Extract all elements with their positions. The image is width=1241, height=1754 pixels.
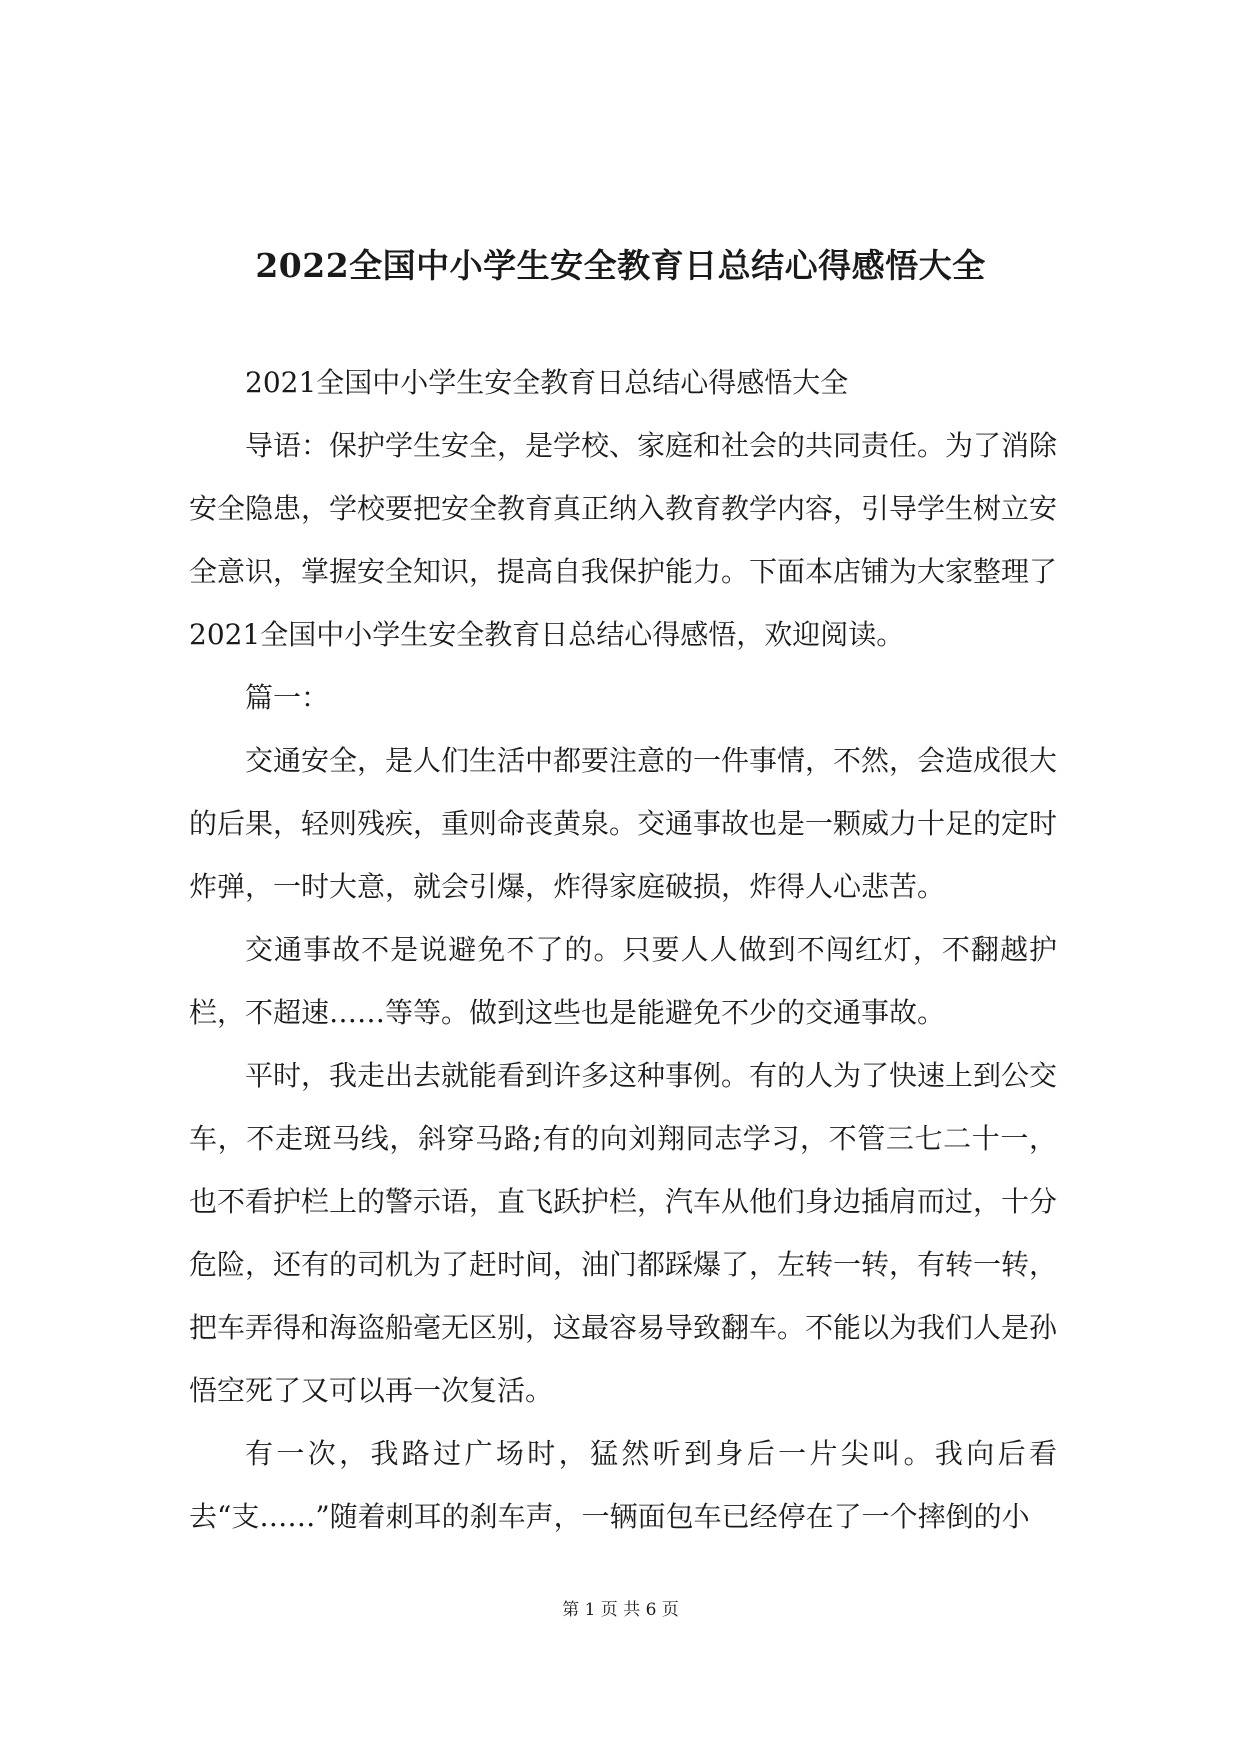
document-body [189, 351, 1057, 1548]
paragraph: 平时，我走出去就能看到许多这种事例。有的人为了快速上到公交车，不走斑马线，斜穿马路;有的向刘翔同志学习，不管三七二十一，也不看护栏上的警示语，直飞跃护栏，汽车从他们身边插肩而过，十分危险，还有的司机为了赶时间，油门都踩爆了，左转一转，有转一转，把车弄得和海盗船毫无区别，这最容易导致翻车。不能以为我们人是孙悟空死了又可以再一次复活。 [189, 1059, 1058, 1407]
paragraph-section-heading: 篇一： [245, 681, 330, 714]
paragraph-subtitle: 2021全国中小学生安全教育日总结心得感悟大全 [245, 366, 849, 399]
paragraph: 交通安全，是人们生活中都要注意的一件事情，不然，会造成很大的后果，轻则残疾，重则命丧黄泉。交通事故也是一颗威力十足的定时炸弹，一时大意，就会引爆，炸得家庭破损，炸得人心悲苦。 [189, 744, 1058, 903]
page-number: 第 1 页 共 6 页 [562, 1600, 679, 1620]
paragraph: 有一次，我路过广场时，猛然听到身后一片尖叫。我向后看去“支……”随着刺耳的刹车声，一辆面包车已经停在了一个摔倒的小 [189, 1437, 1057, 1533]
page-title: 2022全国中小学生安全教育日总结心得感悟大全 [255, 246, 986, 286]
paragraph: 交通事故不是说避免不了的。只要人人做到不闯红灯，不翻越护栏，不超速……等等。做到这些也是能避免不少的交通事故。 [189, 933, 1057, 1029]
paragraph-intro: 导语：保护学生安全，是学校、家庭和社会的共同责任。为了消除安全隐患，学校要把安全教育真正纳入教育教学内容，引导学生树立安全意识，掌握安全知识，提高自我保护能力。下面本店铺为大家整理了2021全国中小学生安全教育日总结心得感悟，欢迎阅读。 [189, 429, 1058, 651]
